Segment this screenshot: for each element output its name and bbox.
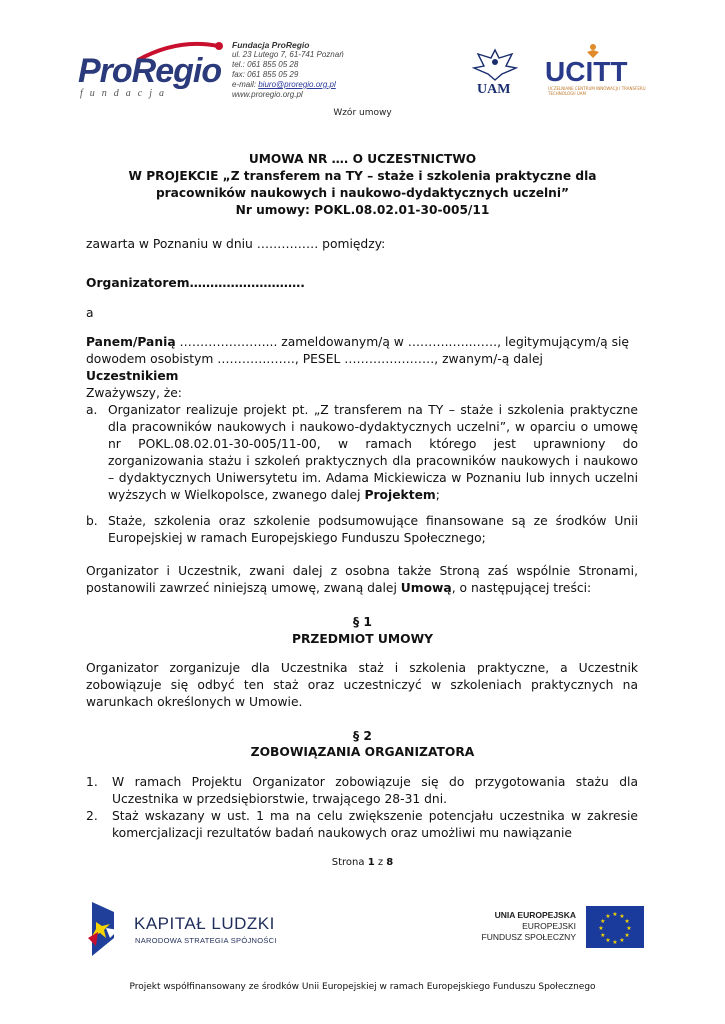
list-marker: 1.: [86, 775, 98, 789]
and-line: a: [86, 306, 94, 320]
participant-label: Panem/Panią: [86, 335, 176, 349]
page-label: Strona: [331, 857, 368, 868]
section-2-item-2: [86, 808, 638, 842]
contact-address: ul. 23 Lutego 7, 61-741 Poznań: [232, 50, 344, 59]
page-number: [0, 857, 725, 868]
contact-email-link[interactable]: biuro@proregio.org.pl: [258, 80, 336, 89]
eu-star-icon: ★: [619, 937, 625, 945]
participant-line-1-rest: …………………... zameldowanym/ą w ………..…..……, legitymującym/ą się: [175, 335, 629, 349]
organizer-line: Organizatorem……………………….: [86, 276, 305, 290]
participant-block: [86, 334, 638, 385]
parties-paragraph: [86, 563, 638, 597]
title-line: Nr umowy: POKL.08.02.01-30-005/11: [235, 203, 490, 217]
section-1-text: Organizator zorganizuje dla Uczestnika staż i szkolenia praktyczne, a Uczestnik zobowiązuje się odbyć ten staż oraz uczestniczyć w szkoleniach praktycznych na warunkach określonych w Umowie.: [86, 661, 638, 709]
kapital-ludzki-star-icon: [84, 898, 124, 960]
section-1-title: PRZEDMIOT UMOWY: [291, 632, 434, 646]
kapital-ludzki-subtitle: NARODOWA STRATEGIA SPÓJNOŚCI: [135, 936, 277, 945]
eu-star-icon: ★: [624, 932, 630, 939]
eu-text-block: [458, 910, 576, 943]
list-marker: 2.: [86, 809, 98, 823]
eu-star-icon: ★: [612, 911, 618, 918]
contact-org: Fundacja ProRegio: [232, 40, 310, 50]
title-line: W PROJEKCIE „Z transferem na TY – staże i szkolenia praktyczne dla: [128, 169, 597, 183]
concluded-line: zawarta w Poznaniu w dniu …………… pomiędzy:: [86, 237, 386, 251]
contact-tel: tel.: 061 855 05 28: [232, 60, 299, 69]
parties-text: Organizator i Uczestnik, zwani dalej z osobna także Stroną zaś wspólnie Stronami, postanowili zawrzeć niniejszą umowę, zwaną dalej: [86, 564, 638, 595]
eu-star-icon: ★: [600, 932, 606, 939]
contact-email-row: [232, 80, 344, 90]
page-sep: z: [374, 857, 387, 868]
title-line: pracowników naukowych i naukowo-dydaktycznych uczelni”: [155, 186, 570, 200]
cofinancing-note: Projekt współfinansowany ze środków Unii Europejskiej w ramach Europejskiego Funduszu Społecznego: [129, 982, 596, 992]
whereas-heading: Zważywszy, że:: [86, 386, 182, 400]
whereas-item-a-end: ;: [435, 488, 440, 502]
eu-line-3: FUNDUSZ SPOŁECZNY: [481, 932, 576, 942]
template-label: Wzór umowy: [333, 108, 392, 118]
title-line: UMOWA NR …. O UCZESTNICTWO: [248, 152, 477, 166]
whereas-item-a-text: [108, 402, 638, 504]
ucitt-subtitle: UCZELNIANE CENTRUM INNOWACJI I TRANSFERU TECHNOLOGII UAM: [548, 86, 646, 96]
participant-line-2: [86, 351, 638, 385]
proregio-logo-subtitle: fundacja: [80, 88, 171, 99]
eu-star-icon: ★: [605, 937, 611, 945]
section-1-number: § 1: [353, 615, 372, 629]
contact-block: [232, 40, 344, 100]
whereas-item-a: [86, 402, 638, 504]
section-2-number: § 2: [353, 729, 372, 743]
document-title: [60, 151, 665, 219]
agreement-term: Umową: [400, 581, 452, 595]
whereas-item-b: [86, 513, 638, 547]
eu-star-icon: ★: [600, 918, 606, 925]
contact-email-label: e-mail:: [232, 80, 259, 89]
eu-line-1: UNIA EUROPEJSKA: [494, 910, 576, 920]
section-2-item-2-text: Staż wskazany w ust. 1 ma na celu zwiększenie potencjału uczestnika w zakresie komercjalizacji rezultatów badań naukowych oraz umożliwi mu nawiązanie: [112, 809, 638, 840]
eu-star-icon: ★: [624, 918, 630, 925]
whereas-item-a-body: Organizator realizuje projekt pt. „Z transferem na TY – staże i szkolenia praktyczne dla pracowników naukowych i naukowo-dydaktycznych uczelni”, w oparciu o umowę nr POKL.08.02.01-30-005/11-00, w ramach którego jest uprawniony do zorganizowania stażu i szkoleń praktycznych dla pracowników naukowych i naukowo – dydaktycznych Uniwersytetu im. Adama Mickiewicza w Poznaniu lub innych uczelni wyższych w Wielkopolsce, zwanego dalej: [108, 403, 638, 502]
eu-star-icon: ★: [619, 912, 625, 920]
parties-text-end: , o następującej treści:: [451, 581, 592, 595]
contact-www[interactable]: www.proregio.org.pl: [232, 90, 303, 99]
participant-line-1: [86, 334, 638, 351]
list-marker: a.: [86, 403, 98, 417]
proregio-logo-text: ProRegio: [78, 52, 222, 90]
participant-line-2-text: dowodem osobistym ………….……, PESEL ………….………, zwanym/-ą dalej: [86, 352, 543, 366]
project-term: Projektem: [364, 488, 436, 502]
list-marker: b.: [86, 514, 98, 528]
page-total: 8: [386, 857, 394, 868]
participant-term: Uczestnikiem: [86, 369, 179, 383]
section-2-item-1-text: W ramach Projektu Organizator zobowiązuje się do przygotowania stażu dla Uczestnika w przedsiębiorstwie, trwającego 28-31 dni.: [112, 775, 638, 806]
eu-star-icon: ★: [626, 925, 632, 932]
kapital-ludzki-logo: [84, 898, 124, 960]
ucitt-logo: UCITT: [545, 56, 628, 87]
uam-eagle-icon: [472, 48, 518, 82]
kapital-ludzki-title: KAPITAŁ LUDZKI: [134, 914, 275, 933]
section-2-item-1: [86, 774, 638, 808]
eu-star-icon: ★: [605, 912, 611, 920]
eu-line-2: EUROPEJSKI: [522, 921, 576, 931]
whereas-item-b-text: Staże, szkolenia oraz szkolenie podsumowujące finansowane są ze środków Unii Europejskiej w ramach Europejskiego Funduszu Społecznego;: [108, 514, 638, 545]
eu-star-icon: ★: [612, 939, 618, 946]
uam-label: UAM: [477, 82, 511, 97]
section-2-title: ZOBOWIĄZANIA ORGANIZATORA: [250, 745, 475, 759]
page-current: 1: [367, 857, 375, 868]
eu-flag-icon: [586, 906, 644, 948]
contact-fax: fax: 061 855 05 29: [232, 70, 299, 79]
eu-star-icon: ★: [598, 925, 604, 932]
